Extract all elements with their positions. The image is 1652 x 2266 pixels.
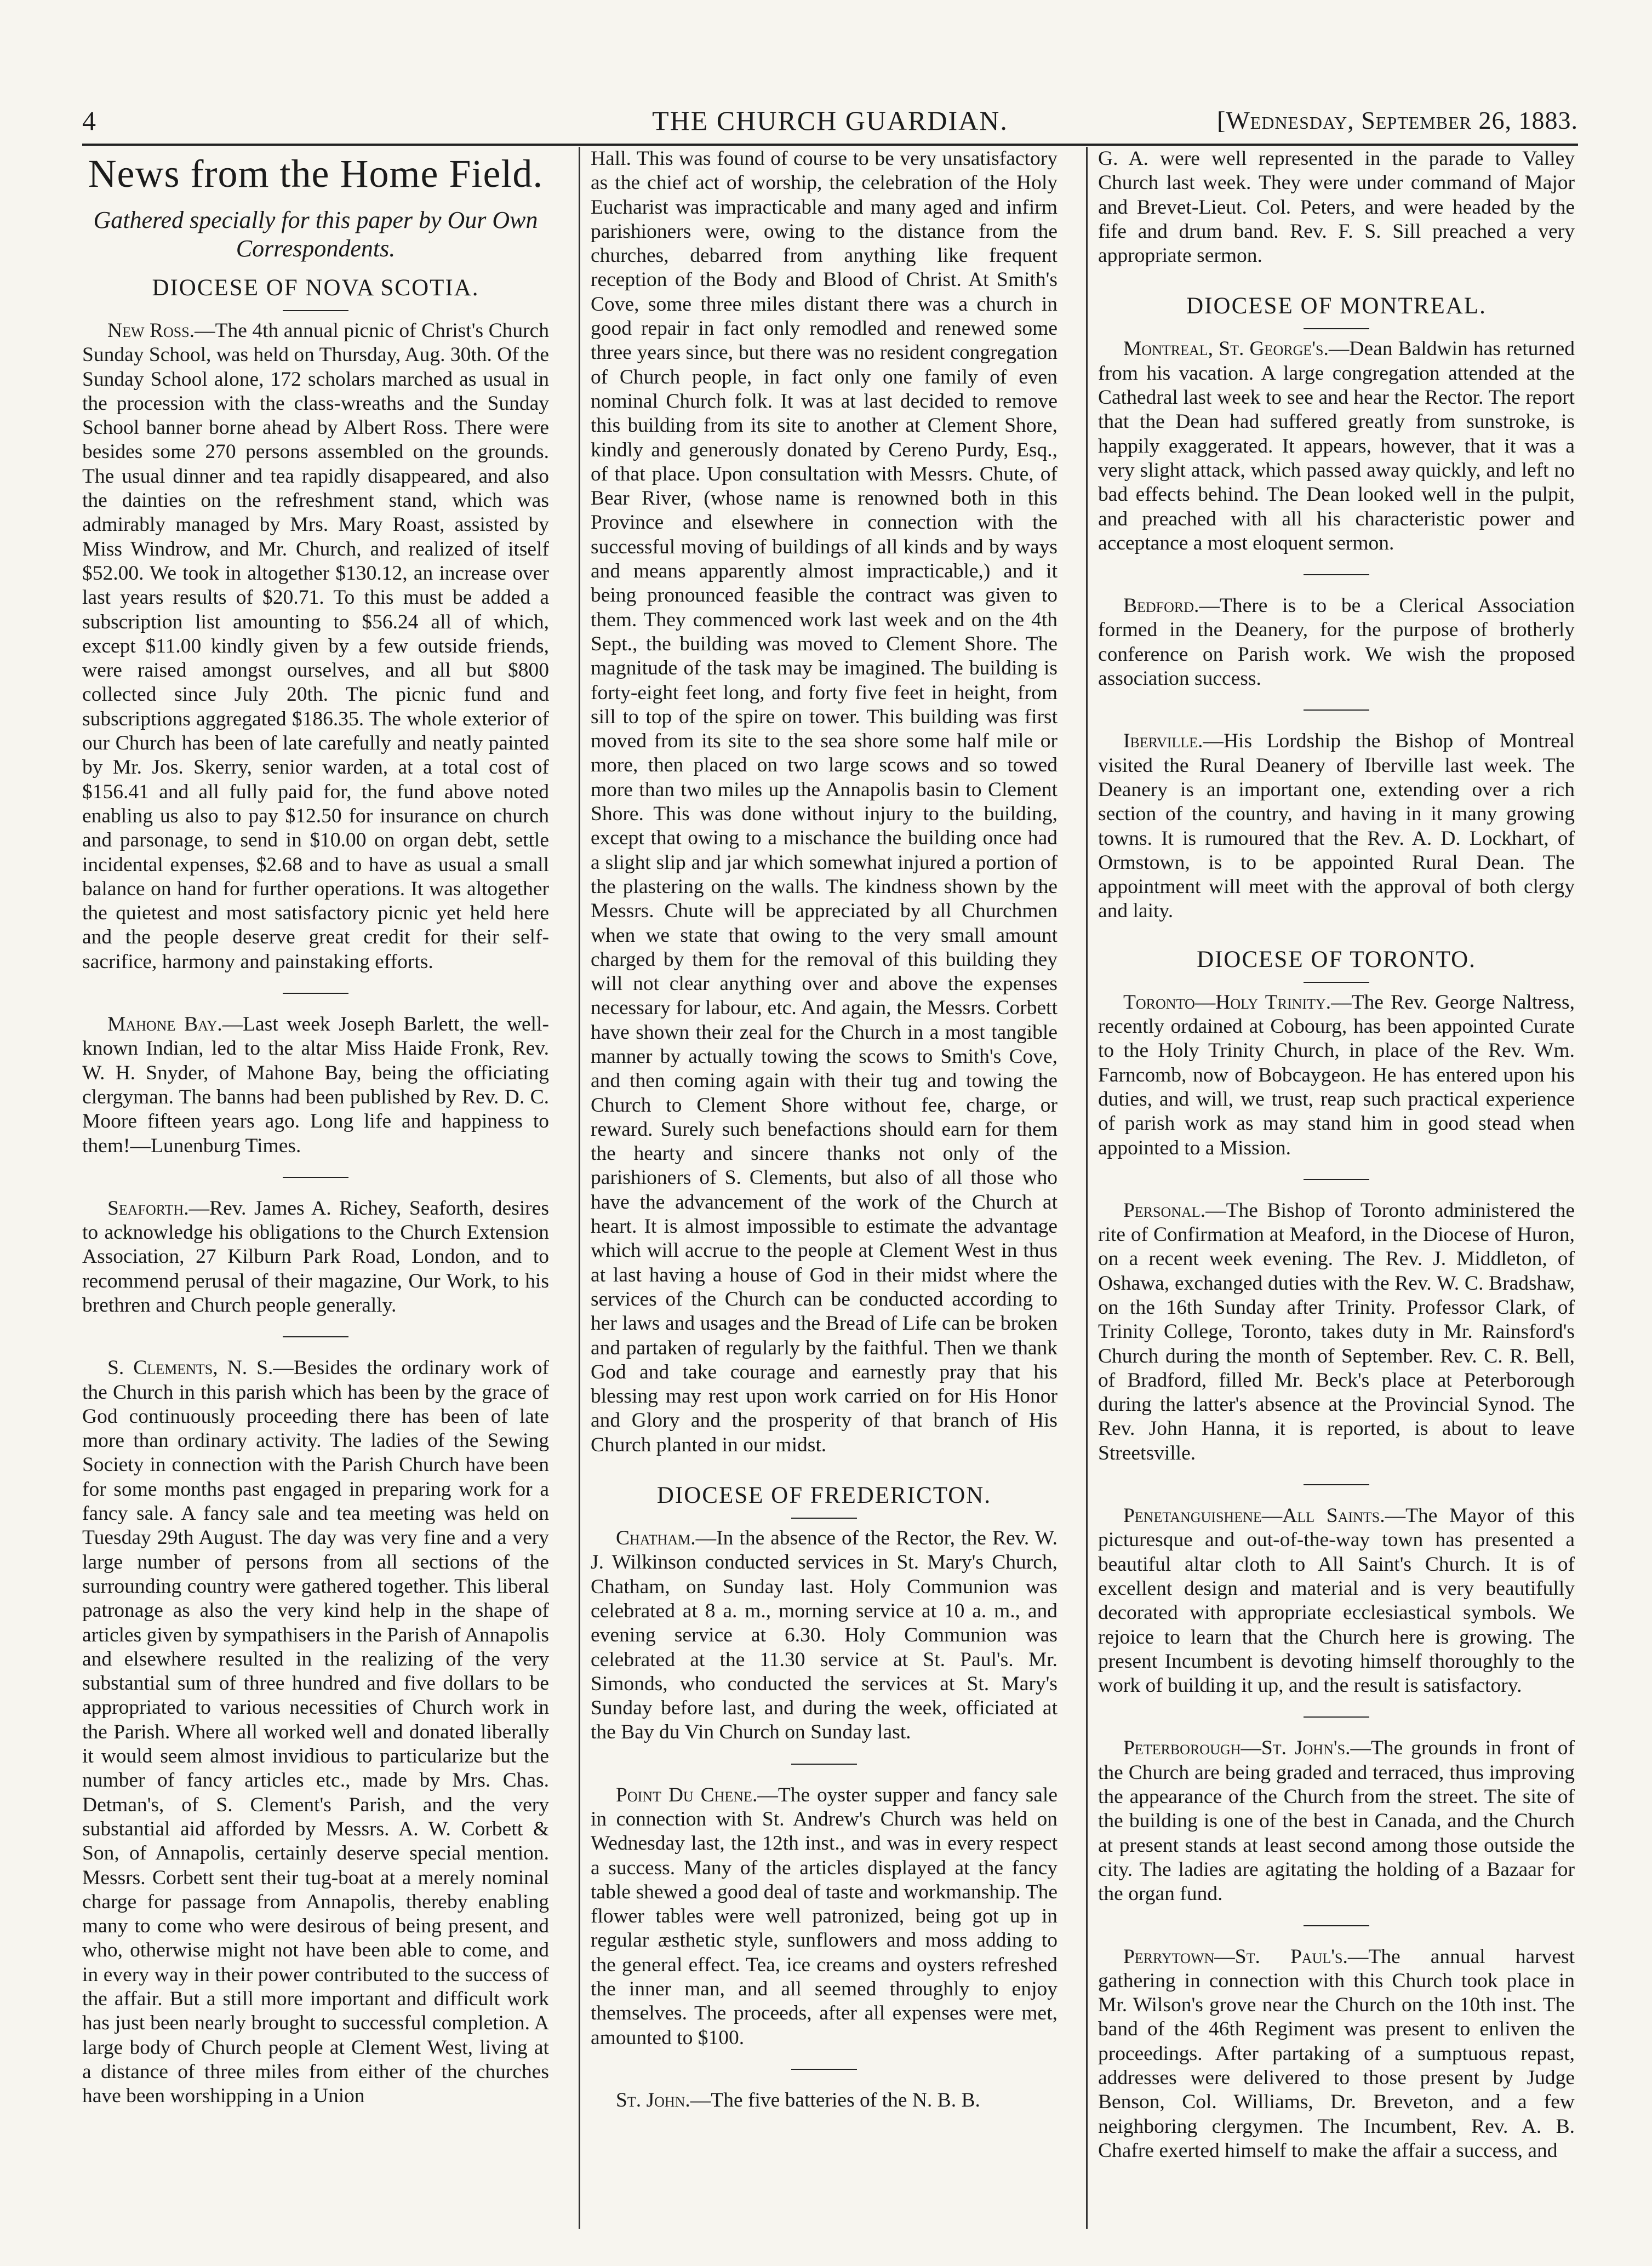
place-name: S. Clements, N. S. bbox=[107, 1357, 273, 1380]
place-name: Peterborough—St. John's. bbox=[1123, 1737, 1351, 1760]
article-new-ross bbox=[82, 319, 549, 974]
place-name: Perrytown—St. Paul's. bbox=[1123, 1945, 1348, 1968]
article-st-john bbox=[591, 2088, 1057, 2113]
article-point-du-chene bbox=[591, 1783, 1057, 2050]
article-mahone-bay bbox=[82, 1012, 549, 1158]
column-rule bbox=[1086, 147, 1088, 2229]
article-text: —Besides the ordinary work of the Church in this parish which has been by the grace of God continuously proceeding there has been of late more than ordinary activity. The ladies of the Sewing Society in connection with the Parish Church have been for some months past engaged in preparing work for a fancy sale. A fancy sale and tea meeting was held on Tuesday 29th August. The day was very fine and a very large number of persons from all sections of the surrounding country were gathered together. This liberal patronage as also the very kind help in the shape of articles given by sympathisers in the Parish of Annapolis and elsewhere resulted in the realizing of the very substantial sum of three hundred and five dollars to be appropriated to various necessities of Church work in the Parish. Where all worked well and donated liberally it would seem almost invidious to particularize but the number of fancy articles etc., made by Mrs. Chas. Detman's, of S. Clement's Parish, and the very substantial aid afforded by Messrs. A. W. Corbett & Son, of Annapolis, certainly deserve special mention. Messrs. Corbett sent their tug-boat at a merely nominal charge for passage from Annapolis, thereby enabling many to come who were desirous of being present, and who, otherwise might not have been able to come, and in every way in their power contributed to the success of the affair. But a still more important and difficult work has just been nearly brought to successful completion. A large body of Church people at Clement West, living at a distance of three miles from either of the churches have been worshipping in a Union bbox=[82, 1357, 549, 2108]
column-rule bbox=[579, 147, 580, 2229]
header-rule bbox=[82, 144, 1578, 146]
place-name: Point Du Chene. bbox=[616, 1783, 758, 1806]
article-separator bbox=[1304, 1925, 1369, 1926]
page-header bbox=[82, 104, 1578, 144]
article-text: —The 4th annual picnic of Christ's Church Sunday School, was held on Thursday, Aug. 30th. Of the Sunday School alone, 172 scholars marched as usual in the procession with the class-wreaths and the Sunday School banner borne ahead by Albert Ross. There were besides some 270 persons assembled on the grounds. The usual dinner and tea rapidly disappeared, and also the dainties on the refreshment stand, which was admirably managed by Mrs. Mary Roast, assisted by Miss Windrow, and Mr. Church, and realized of itself $52.00. We took in altogether $130.12, an increase over last years results of $20.71. To this must be added a subscription list amounting to $56.24 all of which, except $11.00 kindly given by a few outside friends, were raised amongst ourselves, and all but $800 collected since July 20th. The picnic fund and subscriptions aggregated $186.35. The whole exterior of our Church has been of late carefully and neatly painted by Mr. Jos. Skerry, senior warden, at a total cost of $156.41 and all fully paid for, the fund above noted enabling us also to pay $12.50 for insurance on church and parsonage, to send in $10.00 on organ debt, settle incidental expenses, $2.68 and to have as usual a small balance on hand for further operations. It was altogether the quietest and most satisfactory picnic yet held here and the people deserve great credit for their self-sacrifice, harmony and painstaking efforts. bbox=[82, 319, 549, 973]
column-3 bbox=[1098, 147, 1575, 2240]
article-continuation: G. A. were well represented in the parade to Valley Church last week. They were under command of Major and Brevet-Lieut. Col. Peters, and were headed by the fife and drum band. Rev. F. S. Sill preached a very appropriate sermon. bbox=[1098, 147, 1575, 267]
article-text: —In the absence of the Rector, the Rev. W. J. Wilkinson conducted services in St. Mary's Church, Chatham, on Sunday last. Holy Communion was celebrated at 8 a. m., morning service at 10 a. m., and evening service at 6.30. Holy Communion was celebrated at the 11.30 service at St. Paul's. Mr. Simonds, who conducted the services at St. Mary's Sunday before last, and during the week, officiated at the Bay du Vin Church on Sunday last. bbox=[591, 1527, 1057, 1744]
masthead: THE CHURCH GUARDIAN. bbox=[652, 105, 1008, 136]
place-name: Toronto—Holy Trinity. bbox=[1123, 991, 1331, 1014]
column-1 bbox=[82, 147, 549, 2240]
article-text: —Rev. James A. Richey, Seaforth, desires to acknowledge his obligations to the Church Extension Association, 27 Kilburn Park Road, London, and to recommend perusal of their magazine, Our Work, to his brethren and Church people generally. bbox=[82, 1197, 549, 1317]
article-seaforth bbox=[82, 1197, 549, 1318]
article-text: —The grounds in front of the Church are being graded and terraced, thus improving the appearance of the Church from the street. The site of the building is one of the best in Canada, and the Church at present stands at least second among those outside the city. The ladies are agitating the holding of a Bazaar for the organ fund. bbox=[1098, 1737, 1575, 1906]
place-name: New Ross. bbox=[107, 319, 195, 342]
article-text: —The Mayor of this picturesque and out-of-the-way town has presented a beautiful altar cloth to All Saint's Church. It is of excellent design and material and is very beautifully decorated with appropriate ecclesiastical symbols. We rejoice to learn that the Church here is growing. The present Incumbent is devoting himself thoroughly to the work of building it up, and the result is satisfactory. bbox=[1098, 1504, 1575, 1697]
article-text: —Dean Baldwin has returned from his vacation. A large congregation attended at the Cathedral last week to see and hear the Rector. The report that the Dean had suffered greatly from sunstroke, is happily exaggerated. It appears, however, that it was a very slight attack, which passed away quickly, and left no bad effects behind. The Dean looked well in the pulpit, and preached with all his characteristic power and acceptance a most eloquent sermon. bbox=[1098, 337, 1575, 554]
place-name: Seaforth. bbox=[107, 1197, 189, 1220]
article-text: —The oyster supper and fancy sale in connection with St. Andrew's Church was held on Wednesday last, the 12th inst., and was in every respect a success. Many of the articles displayed at the fancy table shewed a good deal of taste and workmanship. The flower tables were well patronized, being got up in regular æsthetic style, sunflowers and moss adding to the general effect. Tea, ice creams and oysters refreshed the inner man, and all seemed throughly to enjoy themselves. The proceeds, after all expenses were met, amounted to $100. bbox=[591, 1783, 1057, 2049]
section-subtitle: Gathered specially for this paper by Our Own Correspondents. bbox=[93, 207, 538, 262]
article-personal bbox=[1098, 1199, 1575, 1466]
article-separator bbox=[1304, 574, 1369, 575]
place-name: Bedford. bbox=[1123, 594, 1199, 617]
place-name: Mahone Bay. bbox=[107, 1013, 222, 1036]
diocese-heading: DIOCESE OF NOVA SCOTIA. bbox=[82, 274, 549, 302]
article-text: —His Lordship the Bishop of Montreal visited the Rural Deanery of Iberville last week. The Deanery is an important one, extending over a rich section of the country, and having in it many growing towns. It is rumoured that the Rev. A. D. Lockhart, of Ormstown, is to be appointed Rural Dean. The appointment will meet with the approval of both clergy and laity. bbox=[1098, 730, 1575, 923]
page-number: 4 bbox=[82, 105, 96, 136]
place-name: Montreal, St. George's. bbox=[1123, 337, 1329, 360]
article-bedford bbox=[1098, 594, 1575, 691]
article-text: —The Rev. George Naltress, recently ordained at Cobourg, has been appointed Curate to the Holy Trinity Church, in place of the Rev. Wm. Farncomb, now of Bobcaygeon. He has entered upon his duties, and will, we trust, reap such practical experience of parish work as may stand him in good stead when appointed to a Mission. bbox=[1098, 991, 1575, 1159]
place-name: Iberville. bbox=[1123, 730, 1203, 753]
article-text: —Last week Joseph Barlett, the well-known Indian, led to the altar Miss Haide Fronk, Rev. W. H. Snyder, of Mahone Bay, being the officiating clergyman. The banns had been published by Rev. D. C. Moore fifteen years ago. Long life and happiness to them!—Lunenburg Times. bbox=[82, 1013, 549, 1157]
article-s-clements bbox=[82, 1356, 549, 2108]
article-separator bbox=[283, 1177, 348, 1178]
diocese-heading: DIOCESE OF TORONTO. bbox=[1098, 946, 1575, 974]
article-text: —The Bishop of Toronto administered the rite of Confirmation at Meaford, in the Diocese of Huron, on a recent week evening. The Rev. J. Middleton, of Oshawa, exchanged duties with the Rev. W. C. Bradshaw, on the 16th Sunday after Trinity. Professor Clark, of Trinity College, Toronto, takes duty in Mr. Rainsford's Church during the month of September. Rev. C. R. Bell, of Bradford, filled Mr. Beck's place at Peterborough during the latter's absence at the Provincial Synod. The Rev. John Hanna, it is reported, is about to leave Streetsville. bbox=[1098, 1199, 1575, 1464]
article-separator bbox=[283, 993, 348, 994]
article-iberville bbox=[1098, 729, 1575, 923]
place-name: Personal. bbox=[1123, 1199, 1206, 1222]
article-text: —The five batteries of the N. B. B. bbox=[690, 2088, 980, 2112]
place-name: Penetanguishene—All Saints. bbox=[1123, 1504, 1385, 1527]
article-penetanguishene bbox=[1098, 1504, 1575, 1698]
column-2 bbox=[591, 147, 1057, 2240]
place-name: St. John. bbox=[616, 2088, 690, 2112]
article-separator bbox=[791, 2069, 857, 2070]
section-heading: News from the Home Field. bbox=[88, 152, 544, 196]
article-text: —The annual harvest gathering in connection with this Church took place in Mr. Wilson's grove near the Church on the 10th inst. The band of the 46th Regiment was present to enliven the proceedings. After partaking of a sumptuous repast, addresses were delivered to those present by Judge Benson, Col. Williams, Dr. Breveton, and a few neighboring clergymen. The Incumbent, Rev. A. B. Chafre exerted himself to make the affair a success, and bbox=[1098, 1945, 1575, 2162]
place-name: Chatham. bbox=[616, 1527, 696, 1550]
article-chatham bbox=[591, 1526, 1057, 1745]
article-toronto bbox=[1098, 991, 1575, 1160]
diocese-heading: DIOCESE OF MONTREAL. bbox=[1098, 292, 1575, 321]
article-separator bbox=[283, 1336, 348, 1337]
article-separator bbox=[1304, 1484, 1369, 1485]
article-perrytown bbox=[1098, 1945, 1575, 2164]
article-separator bbox=[1304, 1179, 1369, 1180]
article-separator bbox=[1304, 709, 1369, 711]
article-separator bbox=[791, 1764, 857, 1765]
diocese-heading: DIOCESE OF FREDERICTON. bbox=[591, 1481, 1057, 1510]
article-text: —There is to be a Clerical Association formed in the Deanery, for the purpose of brotherly conference on Parish work. We wish the proposed association success. bbox=[1098, 594, 1575, 690]
article-continuation: Hall. This was found of course to be very unsatisfactory as the chief act of worship, the celebration of the Holy Eucharist was impracticable and many aged and infirm parishioners were, owing to the distance from the churches, debarred from anything like frequent reception of the Body and Blood of Christ. At Smith's Cove, some three miles distant there was a church in good repair in fact only remodled and renewed some three years since, but there was no resident congregation of Church people, in fact only one family of even nominal Church folk. It was at last decided to remove this building from its site to another at Clement Shore, kindly and generously donated by Cereno Purdy, Esq., of that place. Upon consultation with Messrs. Chute, of Bear River, (whose name is renowned both in this Province and elsewhere in connection with the successful moving of buildings of all kinds and by ways and means apparently almost impracticable,) and it being pronounced feasible the contract was given to them. They commenced work last week and on the 4th Sept., the building was moved to Clement Shore. The magnitude of the task may be imagined. The building is forty-eight feet long, and forty five feet in height, from sill to top of the spire on tower. This building was first moved from its site to the sea shore some half mile or more, then placed on two large scows and so towed more than two miles up the Annapolis basin to Clement Shore. This was done without injury to the building, except that owing to a mischance the building once had a slight slip and jar which somewhat injured a portion of the plastering on the walls. The kindness shown by the Messrs. Chute will be appreciated by all Churchmen when we state that owing to the very small amount charged by them for the removal of this building they will not clear anything over and above the expenses necessary for labour, etc. And again, the Messrs. Corbett have shown their zeal for the Church in a most tangible manner by actually towing the scows to Smith's Cove, and then coming again with their tug and towing the Church to Clement Shore without fee, charge, or reward. Surely such benefactions should earn for them the hearty and sincere thanks not only of the parishioners of S. Clements, but also of all those who have the advancement of the work of the Church at heart. It is almost impossible to estimate the advantage which will accrue to the people at Clement West in thus at last having a house of God in their midst where the services of the Church can be conducted according to her laws and usages and the Bread of Life can be broken and partaken of regularly by the faithful. Then we thank God and take courage and earnestly pray that his blessing may rest upon work carried on for His Honor and Glory and the prosperity of that branch of His Church planted in our midst. bbox=[591, 147, 1057, 1456]
article-peterborough bbox=[1098, 1736, 1575, 1906]
article-separator bbox=[1304, 1716, 1369, 1718]
article-montreal bbox=[1098, 337, 1575, 556]
dateline: [Wednesday, September 26, 1883. bbox=[1217, 106, 1578, 134]
